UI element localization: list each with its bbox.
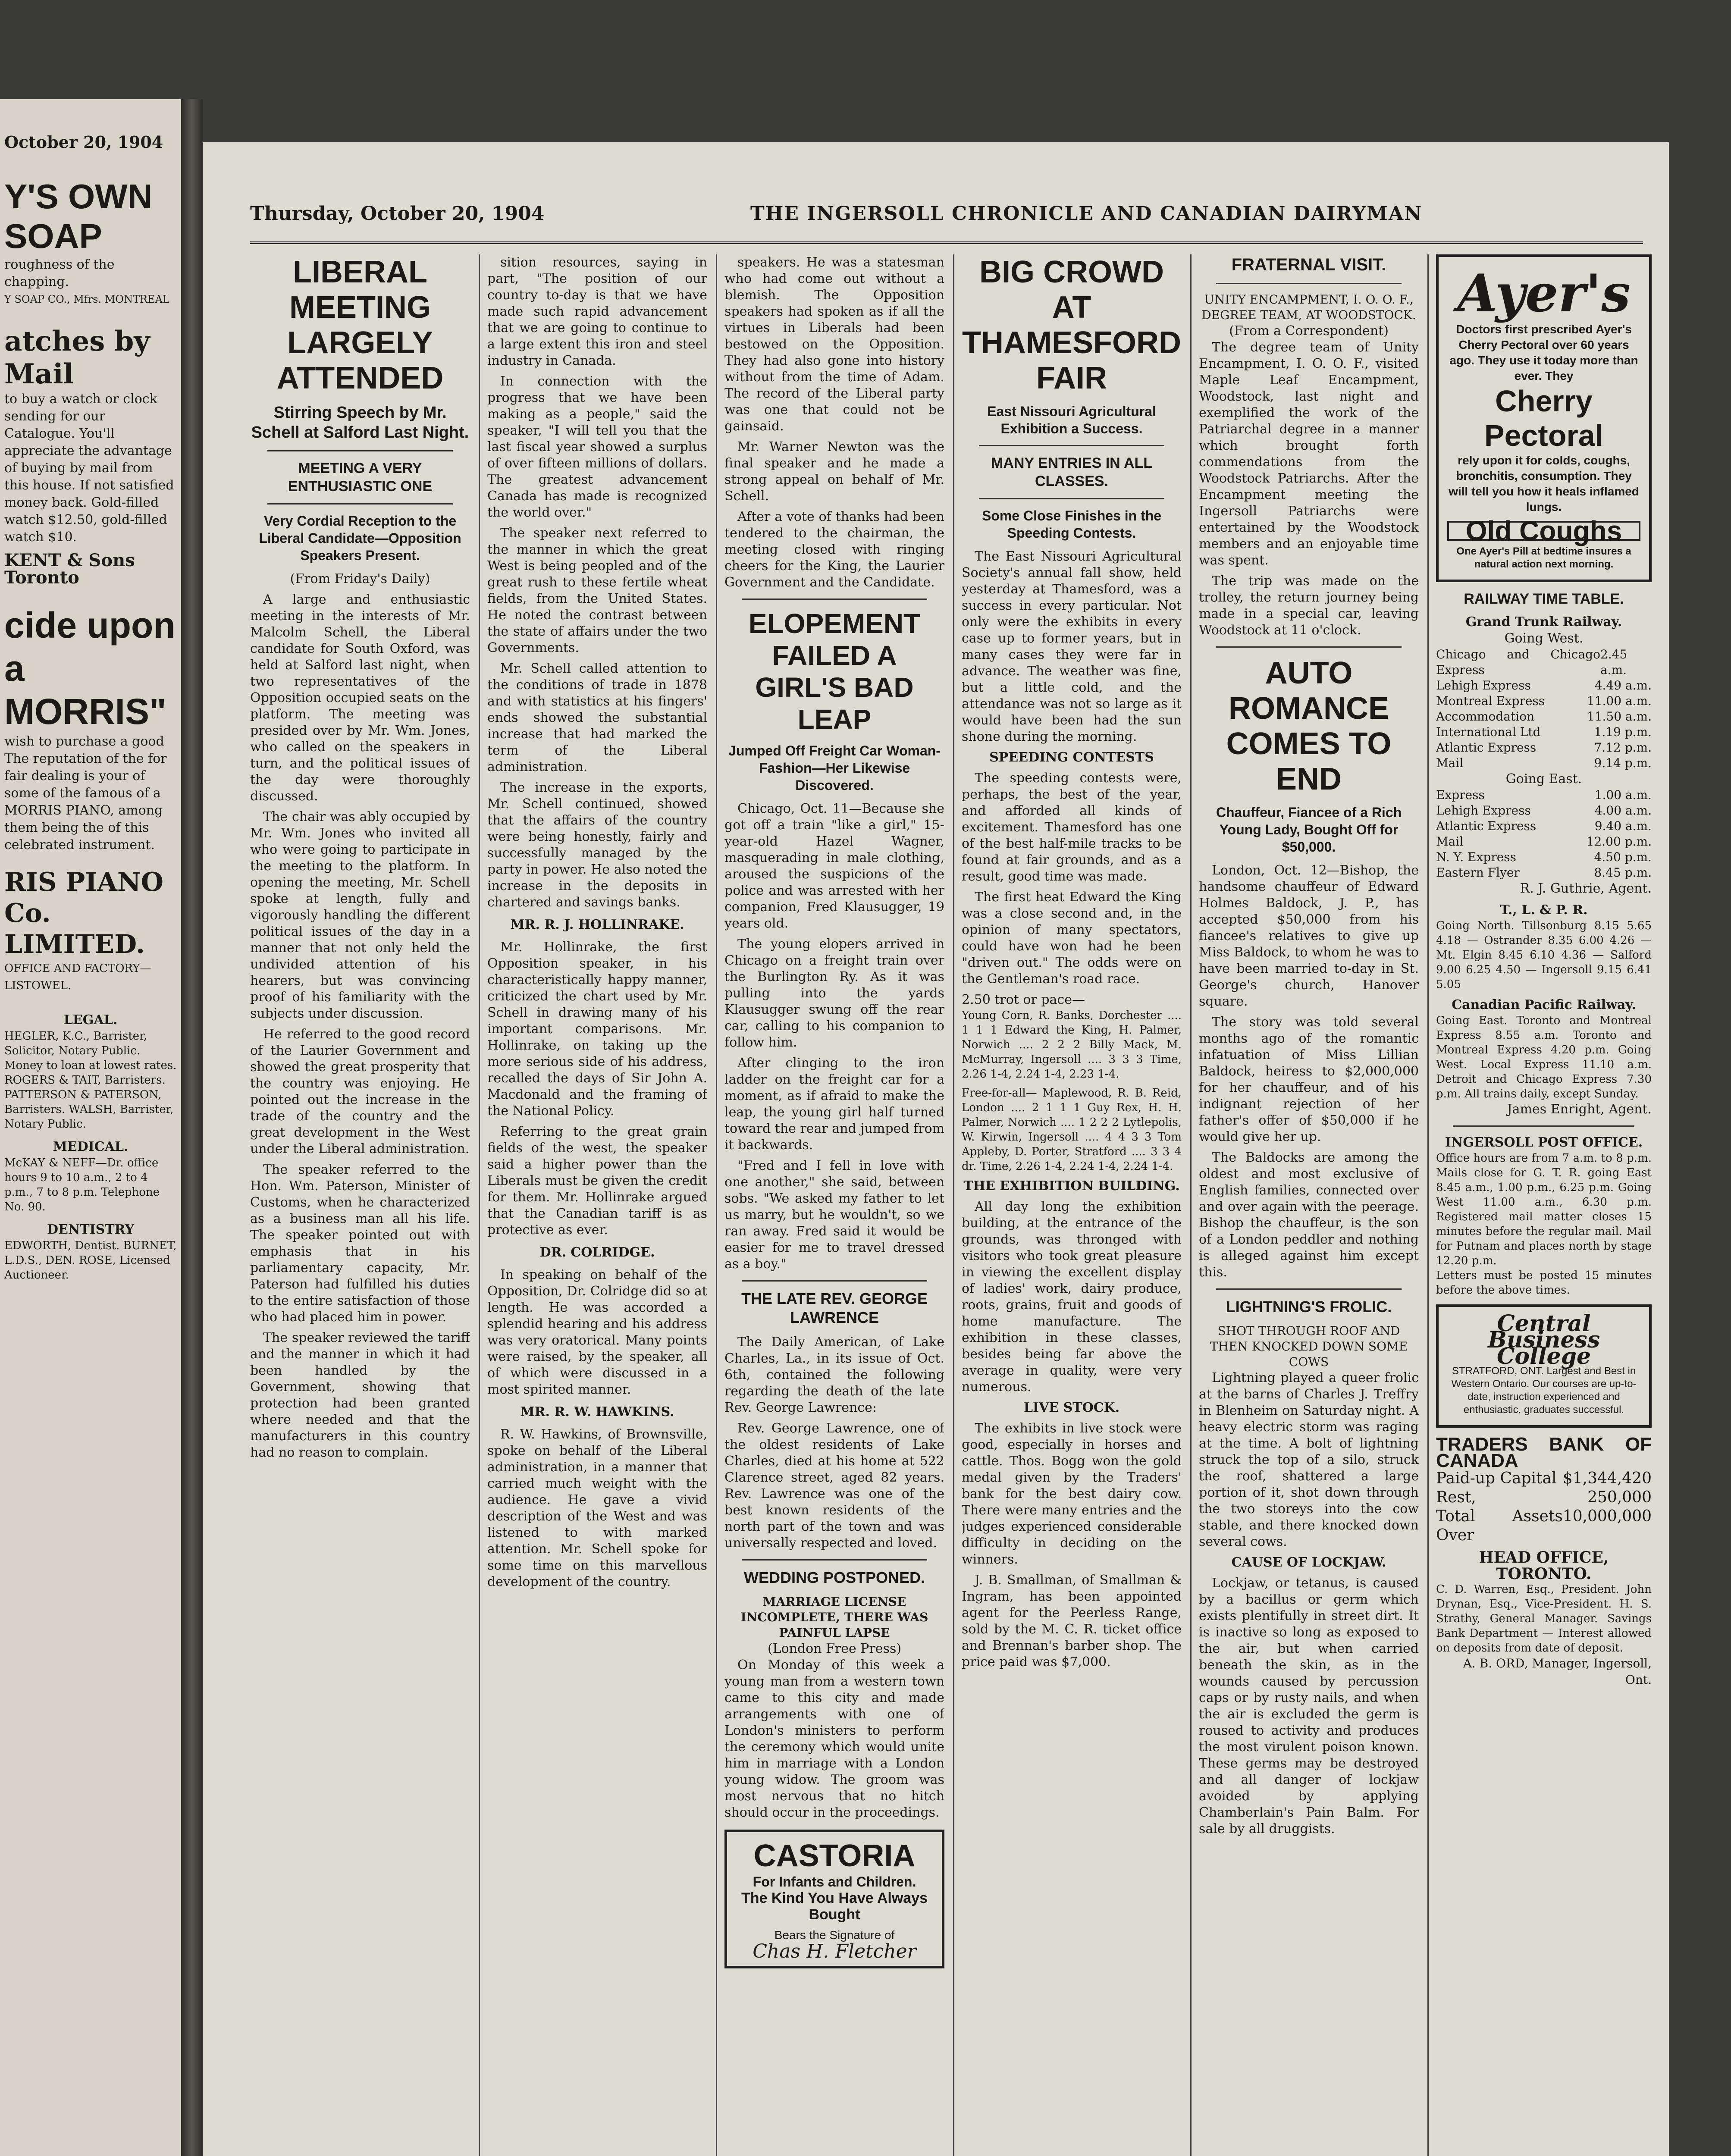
kent-ad: KENT & Sons Toronto (4, 550, 135, 588)
article-paragraph: The speaker next referred to the manner in which the great West is being peopled and of the great rush to these fertile wheat fields, from the United States. He noted the contrast between the state of affairs under the two Governments. (487, 526, 707, 655)
article-paragraph: Lightning played a queer frolic at the barns of Charles J. Treffry in Blenheim on Saturday night. A heavy electric storm was raging at the time. A bolt of lightning struck the top of a silo, struck the roof, shattered a large portion of it, shot down through the two storeys into the cow stable, and there knocked down several cows. (1199, 1370, 1419, 1549)
bank-assets-label: Total Assets Over (1436, 1507, 1563, 1544)
divider (1453, 1125, 1634, 1127)
timetable-row (1436, 865, 1652, 881)
column-rule (1190, 254, 1192, 2156)
subhead-hollinrake: MR. R. J. HOLLINRAKE. (510, 917, 684, 932)
headline-auto-romance: AUTO ROMANCE COMES TO END (1226, 656, 1392, 796)
bank-text: C. D. Warren, Esq., President. John Drynan, Esq., Vice-President. H. S. Strathy, General Manager. Savings Bank Department — Interest allowed on deposits from date of deposit. (1436, 1583, 1652, 1655)
cpr-text: Going East. Toronto and Montreal Express 8.55 a.m. Toronto and Montreal Express 4.20 p.m. Going West. Local Express 11.10 a.m. Detroit and Chicago Express 7.30 p.m. All trains daily, except Sunday. (1436, 1014, 1652, 1100)
left-date-header: October 20, 1904 (4, 132, 163, 152)
train-name: Express (1436, 788, 1485, 802)
train-time: 11.50 a.m. (1587, 709, 1652, 724)
timetable-row (1436, 678, 1652, 693)
dentistry-text: EDWORTH, Dentist. BURNET, L.D.S., DEN. ROSE, Licensed Auctioneer. (4, 1239, 177, 1282)
article-paragraph: J. B. Smallman, of Smallman & Ingram, has been appointed agent for the Peerless Range, sold by the M. C. R. ticket office and Brennan's barber shop. The price paid was $7,000. (962, 1573, 1182, 1670)
morris-office: OFFICE AND FACTORY— LISTOWEL. (4, 962, 151, 992)
article-paragraph: The exhibits in live stock were good, especially in horses and cattle. Thos. Bogg won the gold medal given by the Traders' bank for the best dairy cow. There were many entries and the judges experienced considerable difficulty in deciding on the winners. (962, 1421, 1182, 1567)
college-name: Central Business College (1487, 1310, 1600, 1369)
cpr-head: Canadian Pacific Railway. (1452, 997, 1636, 1012)
soap-ad-text: roughness of the chapping. (4, 257, 115, 289)
train-name: Mail (1436, 834, 1464, 849)
article-paragraph: Rev. George Lawrence, one of the oldest residents of Lake Charles, died at his home at 522 Clarence street, aged 82 years. Rev. Lawrence was one of the best known residents of the north part of the town and was universally respected and loved. (724, 1421, 944, 1551)
train-time: 9.40 a.m. (1594, 819, 1652, 833)
castoria-signature: Chas H. Fletcher (753, 1940, 916, 1962)
timetable-row (1436, 849, 1652, 865)
morris-ad-head: cide upon a MORRIS" (4, 605, 176, 732)
article-paragraph: R. W. Hawkins, of Brownsville, spoke on behalf of the Liberal administration, in a manner that carried much weight with the audience. He gave a vivid description of the West and was listened to with marked attention. Mr. Schell spoke for some time on this marvellous development of the country. (487, 1427, 707, 1589)
article-paragraph: In speaking on behalf of the Opposition, Dr. Colridge did so at length. He was accorded a splendid hearing and his address was very oratorical. Many points were raised, by the speaker, all of which were discussed in a most spirited manner. (487, 1267, 707, 1397)
castoria-tag: The Kind You Have Always Bought (741, 1890, 928, 1923)
divider (979, 498, 1164, 499)
deck-elopement: Jumped Off Freight Car Woman-Fashion—Her Likewise Discovered. (728, 743, 941, 793)
headline-liberal-meeting: LIBERAL MEETING LARGELY ATTENDED (276, 255, 444, 395)
subhead-lockjaw: CAUSE OF LOCKJAW. (1231, 1555, 1386, 1570)
subhead-live-stock: LIVE STOCK. (1023, 1400, 1120, 1415)
article-paragraph: The speeding contests were, perhaps, the best of the year, and afforded all kinds of excitement. Thamesford has one of the best half-mile tracks to be found at fair grounds, and as a result, good time was made. (962, 771, 1182, 884)
train-time: 2.45 a.m. (1600, 647, 1628, 677)
divider (1216, 1288, 1402, 1290)
train-name: Atlantic Express (1436, 819, 1537, 833)
deck-many-entries: MANY ENTRIES IN ALL CLASSES. (991, 455, 1153, 489)
train-name: Mail (1436, 756, 1464, 770)
soap-ad (4, 177, 177, 308)
headline-wedding: WEDDING POSTPONED. (743, 1569, 925, 1586)
tlep-text: Going North. Tillsonburg 8.15 5.65 4.18 — Ostrander 8.35 6.00 4.26 — Mt. Elgin 8.45 6.10 4.36 — Salford 9.00 6.25 4.50 — Ingersoll 9.15 6.41 5.05 (1436, 919, 1652, 991)
legal-section (4, 1012, 177, 1282)
timetable-row (1436, 647, 1652, 678)
train-time: 1.19 p.m. (1594, 725, 1652, 739)
article-paragraph: The trip was made on the trolley, the return journey being made in a special car, leaving Woodstock at 11 o'clock. (1199, 573, 1419, 638)
article-paragraph: "Fred and I fell in love with one another," she said, between sobs. "We asked my father to let us marry, but he wouldn't, so we ran away. Fred said it would be easier for me to travel dressed as a boy." (724, 1158, 944, 1272)
page-gutter (181, 99, 203, 2156)
train-time: 4.49 a.m. (1594, 678, 1652, 693)
ayers-text: Doctors first prescribed Ayer's Cherry Pectoral over 60 years ago. They use it today more than ever. They (1449, 323, 1638, 382)
bank-name: TRADERS BANK OF CANADA (1436, 1434, 1652, 1471)
soap-ad-title: Y'S OWN SOAP (4, 177, 153, 255)
gtr-agent: R. J. Guthrie, Agent. (1520, 881, 1652, 896)
timetable-row (1436, 740, 1652, 755)
divider (267, 450, 453, 451)
trains-west-list (1436, 647, 1652, 771)
bank-capital-value: $1,344,420 (1562, 1470, 1652, 1487)
article-paragraph: Mr. Hollinrake, the first Opposition speaker, in his characteristically happy manner, criticized the chart used by Mr. Schell in drawing many of his important comparisons. Mr. Hollinrake, on taking up the more serious side of his address, recalled the days of Sir John A. Macdonald and the framing of the National Policy. (487, 940, 707, 1119)
source-line: (London Free Press) (767, 1641, 902, 1656)
railway-head: RAILWAY TIME TABLE. (1464, 591, 1624, 607)
column-rule (1427, 254, 1429, 2156)
medical-head: MEDICAL. (53, 1139, 129, 1154)
train-name: Lehigh Express (1436, 803, 1531, 818)
timetable-row (1436, 693, 1652, 709)
article-paragraph: sition resources, saying in part, "The position of our country to-day is that we have made such rapid advancement that we are going to continue to a large extent this iron and steel industry in Canada. (487, 255, 707, 368)
timetable-row (1436, 803, 1652, 818)
newspaper-page (203, 142, 1669, 2156)
train-name: International Ltd (1436, 725, 1541, 739)
post-office (1436, 1134, 1652, 1297)
train-time: 4.00 a.m. (1594, 803, 1652, 818)
train-time: 12.00 p.m. (1586, 834, 1652, 849)
tlep-head: T., L. & P. R. (1500, 903, 1588, 918)
headline-fraternal-visit: FRATERNAL VISIT. (1231, 255, 1386, 274)
timetable-row (1436, 834, 1652, 849)
deck-lightning: SHOT THROUGH ROOF AND THEN KNOCKED DOWN SOME COWS (1210, 1324, 1408, 1369)
bank-rest-row (1436, 1488, 1652, 1507)
left-page-content (4, 134, 177, 1282)
going-east-label: Going East. (1505, 771, 1582, 787)
watches-ad-text: to buy a watch or clock sending for our Catalogue. You'll appreciate the advantage of buying by mail from this house. If not satisfied money back. Gold-filled watch $12.50, gold-filled watch $10. (4, 392, 174, 545)
college-text: STRATFORD, ONT. Largest and Best in Western Ontario. Our courses are up-to-date, instruction experienced and enthusiastic, graduates successful. (1451, 1365, 1637, 1416)
post-text: Office hours are from 7 a.m. to 8 p.m. Mails close for G. T. R. going East 8.45 a.m., 1.00 p.m., 6.25 p.m. Going West 11.00 a.m., 6.30 p.m. Registered mail matter closes 15 minutes before the regular mail. Mail for Putnam and places north by stage 12.20 p.m. (1436, 1152, 1652, 1267)
ayers-pill: One Ayer's Pill at bedtime insures a natural action next morning. (1456, 545, 1631, 570)
race-results: Free-for-all— Maplewood, R. B. Reid, London .... 2 1 1 1 Guy Rex, H. H. Palmer, Norwich .... 1 2 2 2 Lytlepolis, W. Kirwin, Ingersoll .... 4 4 3 3 Tom Appleby, D. Porter, Stratford .... 3 3 4 dr. Time, 2.26 1-4, 2.24 1-4, 2.24 1-4. (962, 1087, 1182, 1173)
headline-rev-lawrence: THE LATE REV. GEORGE LAWRENCE (741, 1290, 928, 1326)
going-west-label: Going West. (1504, 631, 1584, 646)
subhead-hawkins: MR. R. W. HAWKINS. (520, 1404, 674, 1420)
bank-rest-label: Rest, (1436, 1489, 1476, 1506)
deck-unity: UNITY ENCAMPMENT, I. O. O. F., DEGREE TEAM, AT WOODSTOCK. (1201, 292, 1416, 322)
deck-chauffeur: Chauffeur, Fiancee of a Rich Young Lady, Bought Off for $50,000. (1216, 805, 1402, 855)
column-2 (487, 254, 707, 2156)
article-paragraph: The Daily American, of Lake Charles, La., in its issue of Oct. 6th, contained the following regarding the death of the late Rev. George Lawrence: (724, 1335, 944, 1415)
column-rule (716, 254, 717, 2156)
bank-capital-label: Paid-up Capital (1436, 1470, 1557, 1487)
subhead-speeding: SPEEDING CONTESTS (989, 750, 1154, 765)
train-time: 1.00 a.m. (1594, 788, 1652, 802)
bank-ad (1436, 1436, 1652, 1688)
castoria-sub: For Infants and Children. (753, 1874, 916, 1890)
subhead-colridge: DR. COLRIDGE. (539, 1245, 655, 1260)
column-3 (724, 254, 944, 2156)
castoria-bears: Bears the Signature of (774, 1928, 895, 1942)
deck-cordial: Very Cordial Reception to the Liberal Candidate—Opposition Speakers Present. (259, 513, 461, 563)
post-note: Letters must be posted 15 minutes before the above times. (1436, 1269, 1652, 1297)
train-time: 9.14 p.m. (1594, 756, 1652, 770)
column-rule (479, 254, 480, 2156)
ayers-old-coughs: Old Coughs (1447, 521, 1640, 541)
column-rule (953, 254, 954, 2156)
headline-lightning: LIGHTNING'S FROLIC. (1226, 1298, 1392, 1316)
article-paragraph: The chair was ably occupied by Mr. Wm. Jones who invited all who were going to participate in the meeting to the platform. In opening the meeting, Mr. Schell spoke at length, fully and vigorously handling the different political issues of the day in a manner that not only held the undivided attention of his hearers, but was convincing proof of his familiarity with the subjects under discussion. (250, 809, 470, 1021)
article-paragraph: The young elopers arrived in Chicago on a freight train over the Burlington Ry. As it was pulling into the yards Klausugger swung off the rear car, calling to his companion to follow him. (724, 937, 944, 1050)
timetable-row (1436, 709, 1652, 724)
bank-assets-value: 10,000,000 (1562, 1507, 1652, 1525)
train-name: Montreal Express (1436, 694, 1545, 708)
legal-head: LEGAL. (63, 1012, 118, 1028)
post-head: INGERSOLL POST OFFICE. (1445, 1135, 1643, 1150)
article-paragraph: speakers. He was a statesman who had come out without a blemish. The Opposition speakers had spoken as if all the virtues in Liberals had been bestowed on the Opposition. They had also gone into history without from the time of Adam. The record of the Liberal party was one that could not be gainsaid. (724, 255, 944, 434)
source-line: (From Friday's Daily) (290, 571, 430, 586)
divider (979, 445, 1164, 446)
ayers-brand: Ayer's (1457, 263, 1631, 324)
left-page (0, 99, 181, 2156)
results-head: 2.50 trot or pace— (962, 992, 1085, 1007)
morris-ad (4, 604, 177, 994)
timetable-row (1436, 818, 1652, 834)
train-time: 4.50 p.m. (1594, 850, 1652, 864)
train-name: Accommodation (1436, 709, 1535, 724)
ayers-ad (1436, 254, 1652, 582)
medical-text: McKAY & NEFF—Dr. office hours 9 to 10 a.m., 2 to 4 p.m., 7 to 8 p.m. Telephone No. 90. (4, 1156, 160, 1213)
article-paragraph: London, Oct. 12—Bishop, the handsome chauffeur of Edward Holmes Baldock, J. P., has accepted $50,000 from his fiancee's relatives to give up Miss Baldock, to whom he was to have been married to-day in St. George's church, Hanover square. (1199, 863, 1419, 1009)
legal-text: HEGLER, K.C., Barrister, Solicitor, Notary Public. Money to loan at lowest rates. ROGERS & TAIT, Barristers. PATTERSON & PATERSON, Barristers. WALSH, Barrister, Notary Public. (4, 1030, 177, 1131)
masthead (250, 194, 1643, 244)
article-paragraph: He referred to the good record of the Laurier Government and showed the great prosperity that the country was enjoying. He pointed out the increase in the trade of the country and the great development in the West under the Liberal administration. (250, 1027, 470, 1156)
divider (267, 503, 453, 505)
timetable-row (1436, 787, 1652, 803)
ayers-text-2: rely upon it for colds, coughs, bronchitis, consumption. They will tell you how it heals inflamed lungs. (1449, 454, 1639, 514)
cpr-agent: James Enright, Agent. (1507, 1102, 1652, 1117)
train-name: Eastern Flyer (1436, 865, 1520, 880)
masthead-date: Thursday, October 20, 1904 (250, 203, 545, 225)
bank-capital-row (1436, 1469, 1652, 1488)
bank-assets-row (1436, 1507, 1652, 1545)
article-paragraph: The speaker reviewed the tariff and the manner in which it had been handled by the Government, showing that protection had been granted where needed and that the manufacturers in this country had no reason to complain. (250, 1330, 470, 1460)
article-paragraph: After a vote of thanks had been tendered to the chairman, the meeting closed with ringing cheers for the King, the Laurier Government and the Candidate. (724, 509, 944, 590)
article-paragraph: After clinging to the iron ladder on the freight car for a moment, as if afraid to make the leap, the young girl half turned toward the rear and jumped from it backwards. (724, 1056, 944, 1153)
headline-thamesford-fair: BIG CROWD AT THAMESFORD FAIR (962, 255, 1181, 395)
watches-ad-title: atches by Mail (4, 325, 150, 390)
article-paragraph: All day long the exhibition building, at the entrance of the grounds, was thronged with visitors who took great pleasure in viewing the excellent display of ladies' work, dairy produce, roots, grains, fruit and goods of home manufacture. The exhibition in these classes, besides being far above the average in quality, were very numerous. (962, 1199, 1182, 1395)
divider (1216, 646, 1402, 648)
divider (742, 599, 927, 600)
deck-close-finishes: Some Close Finishes in the Speeding Contests. (982, 508, 1162, 541)
ayers-product: Cherry Pectoral (1484, 384, 1604, 452)
article-paragraph: The increase in the exports, Mr. Schell continued, showed that the affairs of the country were being honestly, fairly and successfully managed by the party in power. He also noted the increase in the deposits in chartered and savings banks. (487, 780, 707, 910)
timetable-row (1436, 755, 1652, 771)
bank-office: HEAD OFFICE, TORONTO. (1479, 1548, 1609, 1583)
column-5 (1199, 254, 1419, 2156)
gtr-head: Grand Trunk Railway. (1465, 614, 1622, 630)
article-paragraph: The degree team of Unity Encampment, I. O. O. F., visited Maple Leaf Encampment, Woodstock, last night and exemplified the work of the Patriarchal degree in a manner which brought forth commendations from the Woodstock Patriarchs. After the Encampment meeting the Ingersoll Patriarchs were entertained by the Woodstock members and an enjoyable time was spent. (1199, 340, 1419, 568)
deck-wedding: MARRIAGE LICENSE INCOMPLETE, THERE WAS PAINFUL LAPSE (740, 1595, 928, 1640)
castoria-title: CASTORIA (753, 1839, 916, 1873)
timetable-row (1436, 724, 1652, 740)
article-paragraph: Referring to the great grain fields of the west, the speaker said a higher power than the Liberals must be given the credit for them. Mr. Hollinrake argued that the Canadian tariff is as protective as ever. (487, 1124, 707, 1238)
article-paragraph: On Monday of this week a young man from a western town came to this city and made arrangements with one of London's ministers to perform the ceremony which would unite him in marriage with a London young widow. The groom was most nervous that no hitch should occur in the proceedings. (724, 1658, 944, 1820)
divider (1216, 283, 1402, 284)
article-paragraph: Mr. Warner Newton was the final speaker and he made a strong appeal on behalf of Mr. Schell. (724, 439, 944, 504)
dentistry-head: DENTISTRY (47, 1222, 135, 1237)
trains-east-list (1436, 787, 1652, 881)
train-name: Chicago and Chicago Express (1436, 647, 1600, 677)
article-paragraph: The speaker referred to the Hon. Wm. Paterson, Minister of Customs, when he characterized as a business man all his life. The speaker pointed out with emphasis that in his parliamentary capacity, Mr. Paterson had fulfilled his duties to the entire satisfaction of those who had placed him in power. (250, 1162, 470, 1325)
article-paragraph: Mr. Schell called attention to the conditions of trade in 1878 and with statistics at his fingers' ends showed the substantial increase that had marked the term of the Liberal administration. (487, 661, 707, 774)
bank-rest-value: 250,000 (1587, 1489, 1652, 1506)
train-time: 8.45 p.m. (1594, 865, 1652, 880)
article-paragraph: The Baldocks are among the oldest and most exclusive of English families, connected over and over again with the peerage. Bishop the chauffeur, is the son of a London peddler and nothing is alleged against him except this. (1199, 1150, 1419, 1280)
headline-elopement: ELOPEMENT FAILED A GIRL'S BAD LEAP (748, 608, 921, 735)
subhead-liberal-meeting: Stirring Speech by Mr. Schell at Salford Last Night. (251, 404, 469, 442)
article-paragraph: Lockjaw, or tetanus, is caused by a bacillus or germ which exists plentifully in street dirt. It is inactive so long as exposed to the air, but when carried beneath the skin, as in the wounds caused by percussion caps or by rusty nails, and when the air is excluded the germ is roused to activity and produces the most virulent poison known. These germs may be destroyed and all danger of lockjaw avoided by applying Chamberlain's Pain Balm. For sale by all druggists. (1199, 1576, 1419, 1836)
castoria-ad (724, 1830, 944, 1968)
soap-ad-maker: Y SOAP CO., Mfrs. MONTREAL (4, 293, 169, 305)
article-paragraph: The East Nissouri Agricultural Society's annual fall show, held yesterday at Thamesford, was a success in every particular. Not only were the exhibits in every case up to former years, but in many cases they were far in advance. The weather was fine, but a little cold, and the attendance was not so large as it would have been had the sun shone during the morning. (962, 549, 1182, 744)
race-results: Young Corn, R. Banks, Dorchester .... 1 1 1 Edward the King, H. Palmer, Norwich .... 2 2 2 Billy Mack, M. McMurray, Ingersoll .... 3 3 3 Time, 2.26 1-4, 2.24 1-4, 2.23 1-4. (962, 1009, 1182, 1081)
subhead-exhibition: THE EXHIBITION BUILDING. (963, 1178, 1180, 1194)
train-name: N. Y. Express (1436, 850, 1517, 864)
train-name: Lehigh Express (1436, 678, 1531, 693)
bank-manager: A. B. ORD, Manager, Ingersoll, Ont. (1463, 1656, 1652, 1687)
railway-timetable (1436, 591, 1652, 1118)
watches-ad (4, 325, 177, 586)
college-ad (1436, 1304, 1652, 1428)
article-paragraph: Chicago, Oct. 11—Because she got off a train "like a girl," 15-year-old Hazel Wagner, masquerading in male clothing, aroused the suspicions of the police and was arrested with her companion, Fred Klausugger, 19 years old. (724, 801, 944, 931)
deck-enthusiastic: MEETING A VERY ENTHUSIASTIC ONE (288, 460, 433, 495)
column-4 (962, 254, 1182, 2156)
column-6 (1436, 254, 1652, 2156)
morris-ad-text: wish to purchase a good The reputation of the for fair dealing is your of some of the famous of a MORRIS PIANO, among them being the of this celebrated instrument. (4, 734, 167, 852)
article-paragraph: The story was told several months ago of the romantic infatuation of Miss Lillian Baldock, heiress to $2,000,000 for her chauffeur, and of his indignant rejection of her father's offer of $50,000 if he would give her up. (1199, 1015, 1419, 1144)
morris-company: RIS PIANO Co. LIMITED. (4, 867, 163, 959)
train-name: Atlantic Express (1436, 740, 1537, 755)
article-paragraph: In connection with the progress that we have been making as a people," said the speaker, "I will tell you that the last fiscal year showed a surplus of over fifteen millions of dollars. The greatest advancement Canada has made is recognized the world over." (487, 374, 707, 520)
masthead-paper-title: THE INGERSOLL CHRONICLE AND CANADIAN DAIRYMAN (750, 203, 1423, 225)
source-line: (From a Correspondent) (1229, 323, 1389, 338)
deck-thamesford: East Nissouri Agricultural Exhibition a Success. (987, 404, 1156, 436)
article-paragraph: A large and enthusiastic meeting in the interests of Mr. Malcolm Schell, the Liberal candidate for South Oxford, was held at Salford last night, when two representatives of the Opposition occupied seats on the platform. The meeting was presided over by Mr. Wm. Jones, who called on the speakers in turn, and the political issues of the day were thoroughly discussed. (250, 592, 470, 804)
article-paragraph: The first heat Edward the King was a close second and, in the opinion of many spectators, could have won had he been "driven out." The odds were on the Gentleman's road race. (962, 890, 1182, 987)
divider (742, 1559, 927, 1561)
train-time: 7.12 p.m. (1594, 740, 1652, 755)
column-1 (250, 254, 470, 2156)
divider (742, 1280, 927, 1282)
train-time: 11.00 a.m. (1587, 694, 1652, 708)
